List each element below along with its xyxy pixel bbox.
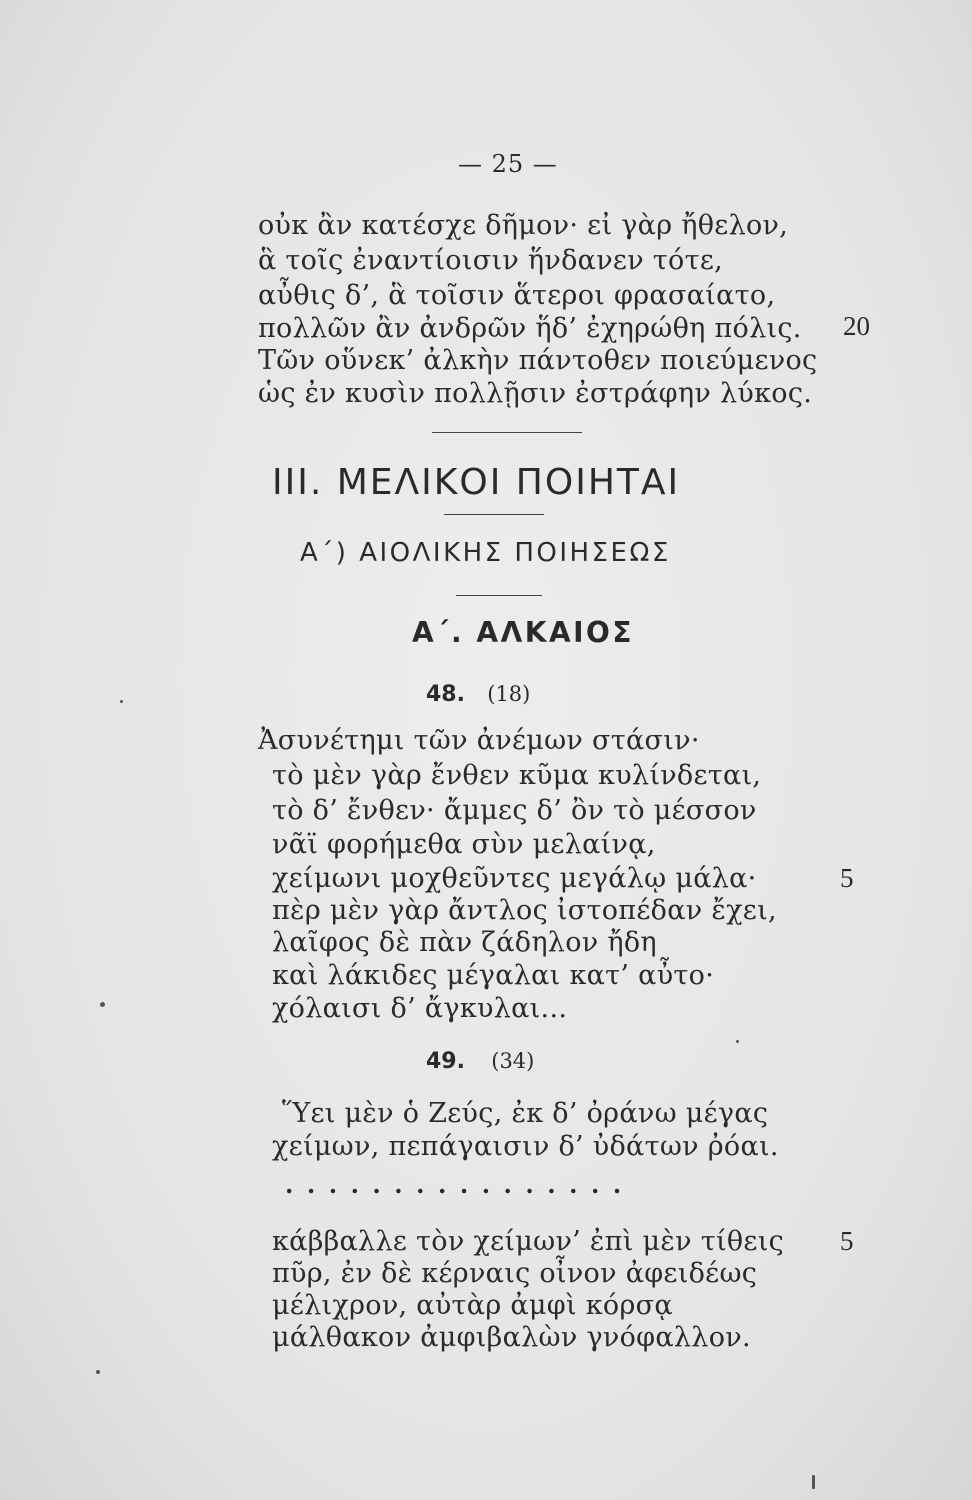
verse-line: πολλῶν ἂν ἀνδρῶν ἥδ’ ἐχηρώθη πόλις.	[258, 313, 802, 344]
paper-speck	[96, 1370, 100, 1374]
fragment-number	[426, 678, 530, 708]
verse-line: χόλαισι δ’ ἄγκυλαι...	[272, 993, 568, 1024]
paper-speck	[736, 1040, 739, 1043]
verse-line: χείμων, πεπάγαισιν δ’ ὐδάτων ῤόαι.	[272, 1131, 779, 1162]
fragment-ref: (34)	[491, 1049, 535, 1073]
divider	[456, 595, 542, 596]
fragment-number-label: 49.	[426, 1049, 465, 1074]
verse-line: τὸ μὲν γὰρ ἔνθεν κῦμα κυλίνδεται,	[272, 760, 762, 791]
verse-line: ἃ τοῖς ἐναντίοισιν ἥνδανεν τότε,	[258, 245, 724, 276]
fragment-number	[426, 1045, 534, 1075]
verse-line: κάββαλλε τὸν χείμων’ ἐπὶ μὲν τίθεις	[272, 1226, 785, 1257]
page-number: — 25 —	[458, 150, 558, 178]
verse-line: ὡς ἐν κυσὶν πολλῇσιν ἐστράφην λύκος.	[258, 378, 813, 409]
paper-speck	[812, 1475, 815, 1489]
verse-line: μάλθακον ἀμφιβαλὼν γνόφαλλον.	[272, 1322, 751, 1353]
paper-speck	[100, 1002, 105, 1007]
section-heading: III. ΜΕΛΙΚΟΙ ΠΟΙΗΤΑΙ	[272, 462, 681, 503]
subsection-heading: Α΄) ΑΙΟΛΙΚΗΣ ΠΟΙΗΣΕΩΣ	[300, 538, 671, 568]
verse-line: Τῶν οὕνεκ’ ἀλκὴν πάντοθεν ποιεύμενος	[258, 345, 818, 376]
paper-speck	[120, 700, 123, 703]
fragment-ref: (18)	[487, 682, 531, 706]
verse-line: Ὕει μὲν ὁ Ζεύς, ἐκ δ’ ὀράνω μέγας	[282, 1098, 769, 1129]
fragment-number-label: 48.	[426, 682, 465, 707]
line-number: 20	[843, 311, 870, 341]
verse-line: πῦρ, ἐν δὲ κέρναις οἶνον ἀφειδέως	[272, 1258, 758, 1289]
author-heading: Α΄. ΑΛΚΑΙΟΣ	[412, 616, 634, 649]
divider	[444, 514, 544, 515]
verse-line: τὸ δ’ ἔνθεν· ἄμμες δ’ ὂν τὸ μέσσον	[272, 795, 757, 826]
line-number: 5	[840, 1226, 854, 1256]
verse-line: οὐκ ἂν κατέσχε δῆμον· εἰ γὰρ ἤθελον,	[258, 210, 789, 241]
ellipsis-row: ................	[285, 1170, 635, 1199]
verse-line: πὲρ μὲν γὰρ ἄντλος ἰστοπέδαν ἔχει,	[272, 895, 777, 926]
verse-line: χείμωνι μοχθεῦντες μεγάλῳ μάλα·	[272, 863, 757, 894]
verse-line: αὖθις δ’, ἃ τοῖσιν ἅτεροι φρασαίατο,	[258, 280, 776, 311]
verse-line: νᾶϊ φορήμεθα σὺν μελαίνᾳ,	[272, 829, 656, 860]
verse-line: καὶ λάκιδες μέγαλαι κατ’ αὖτο·	[272, 960, 715, 991]
verse-line: μέλιχρον, αὐτὰρ ἀμφὶ κόρσᾳ	[272, 1290, 673, 1321]
verse-line: λαῖφος δὲ πὰν ζάδηλον ἤδη	[272, 927, 657, 958]
line-number: 5	[840, 863, 854, 893]
divider	[432, 432, 582, 433]
verse-line: Ἀσυνέτημι τῶν ἀνέμων στάσιν·	[258, 725, 700, 756]
